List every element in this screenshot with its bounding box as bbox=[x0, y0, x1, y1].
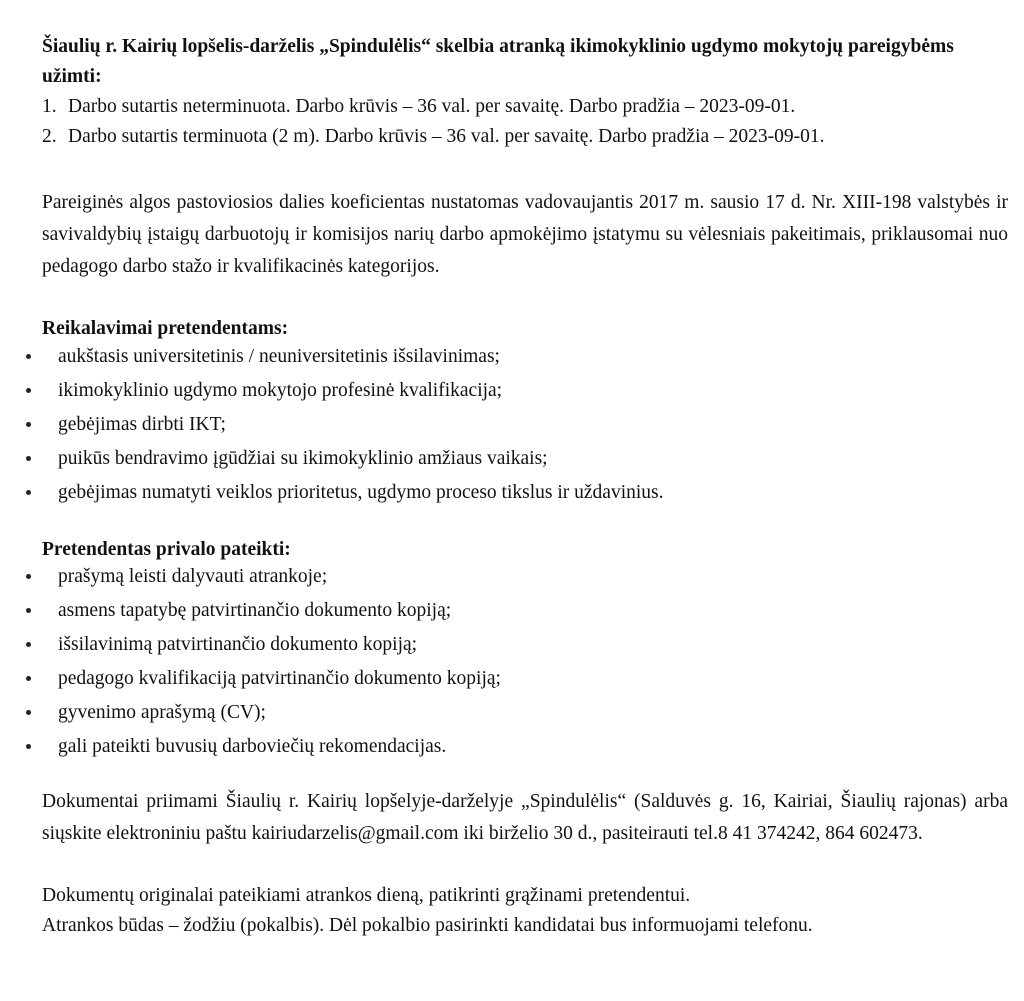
originals-line: Dokumentų originalai pateikiami atrankos dieną, patikrinti grąžinami pretendentui. bbox=[42, 885, 691, 906]
bullet-icon bbox=[26, 456, 31, 461]
list-item bbox=[0, 478, 1000, 512]
submission-text: Dokumentai priimami Šiaulių r. Kairių lopšelyje-darželyje „Spindulėlis“ (Salduvės g. 16, Kairiai, Šiaulių rajonas) arba siųskite elektroniniu paštu bbox=[42, 791, 1008, 844]
bullet-icon bbox=[26, 710, 31, 715]
requirements-heading: Reikalavimai pretendentams: bbox=[42, 318, 289, 339]
list-item-text: gyvenimo aprašymą (CV); bbox=[58, 702, 266, 723]
bullet-icon bbox=[26, 608, 31, 613]
list-item bbox=[0, 664, 1000, 698]
bullet-icon bbox=[26, 574, 31, 579]
list-item-text: prašymą leisti dalyvauti atrankoje; bbox=[58, 566, 328, 587]
list-item bbox=[0, 596, 1000, 630]
email-address: kairiudarzelis@gmail.com bbox=[251, 823, 459, 844]
position-text: Darbo sutartis neterminuota. Darbo krūvis – 36 val. per savaitę. Darbo pradžia – 2023-09-01. bbox=[68, 96, 796, 117]
salary-paragraph: Pareiginės algos pastoviosios dalies koeficientas nustatomas vadovaujantis 2017 m. sausio 17 d. Nr. XIII-198 valstybės ir savivaldybių įstaigų darbuotojų ir komisijos narių darbo apmokėjimo įstatymu su vėlesniais pakeitimais, priklausomai nuo pedagogo darbo stažo ir kvalifikacinės kategorijos. bbox=[42, 192, 1008, 277]
documents-list bbox=[0, 562, 1000, 766]
list-item bbox=[0, 562, 1000, 596]
list-item bbox=[0, 410, 1000, 444]
list-item-text: gali pateikti buvusių darboviečių rekomendacijas. bbox=[58, 736, 447, 757]
bullet-icon bbox=[26, 642, 31, 647]
submission-text-end: iki birželio 30 d., pasiteirauti tel.8 41 374242, 864 602473. bbox=[458, 823, 923, 844]
list-item-text: asmens tapatybę patvirtinančio dokumento kopiją; bbox=[58, 600, 452, 621]
bullet-icon bbox=[26, 744, 31, 749]
documents-heading: Pretendentas privalo pateikti: bbox=[42, 539, 291, 560]
bullet-icon bbox=[26, 490, 31, 495]
bullet-icon bbox=[26, 676, 31, 681]
list-item bbox=[0, 376, 1000, 410]
method-line: Atrankos būdas – žodžiu (pokalbis). Dėl pokalbio pasirinkti kandidatai bus informuojami telefonu. bbox=[42, 915, 813, 936]
announcement-title: Šiaulių r. Kairių lopšelis-darželis „Spindulėlis“ skelbia atranką ikimokyklinio ugdymo mokytojų pareigybėms užimti: bbox=[42, 36, 954, 87]
list-item-text: gebėjimas numatyti veiklos prioritetus, ugdymo proceso tikslus ir uždavinius. bbox=[58, 482, 664, 503]
positions-list bbox=[42, 92, 1012, 152]
requirements-list bbox=[0, 342, 1000, 512]
list-item bbox=[0, 698, 1000, 732]
bullet-icon bbox=[26, 354, 31, 359]
list-item-text: aukštasis universitetinis / neuniversitetinis išsilavinimas; bbox=[58, 346, 500, 367]
position-item bbox=[42, 122, 1012, 152]
position-number: 1. bbox=[42, 96, 57, 117]
bullet-icon bbox=[26, 388, 31, 393]
list-item bbox=[0, 444, 1000, 478]
submission-paragraph bbox=[42, 786, 1008, 850]
position-number: 2. bbox=[42, 126, 57, 147]
list-item-text: pedagogo kvalifikaciją patvirtinančio dokumento kopiją; bbox=[58, 668, 501, 689]
list-item-text: ikimokyklinio ugdymo mokytojo profesinė kvalifikacija; bbox=[58, 380, 503, 401]
position-item bbox=[42, 92, 1012, 122]
list-item-text: išsilavinimą patvirtinančio dokumento kopiją; bbox=[58, 634, 418, 655]
list-item bbox=[0, 630, 1000, 664]
position-text: Darbo sutartis terminuota (2 m). Darbo krūvis – 36 val. per savaitę. Darbo pradžia – 2023-09-01. bbox=[68, 126, 825, 147]
bullet-icon bbox=[26, 422, 31, 427]
list-item-text: puikūs bendravimo įgūdžiai su ikimokyklinio amžiaus vaikais; bbox=[58, 448, 548, 469]
list-item-text: gebėjimas dirbti IKT; bbox=[58, 414, 226, 435]
list-item bbox=[0, 732, 1000, 766]
list-item bbox=[0, 342, 1000, 376]
